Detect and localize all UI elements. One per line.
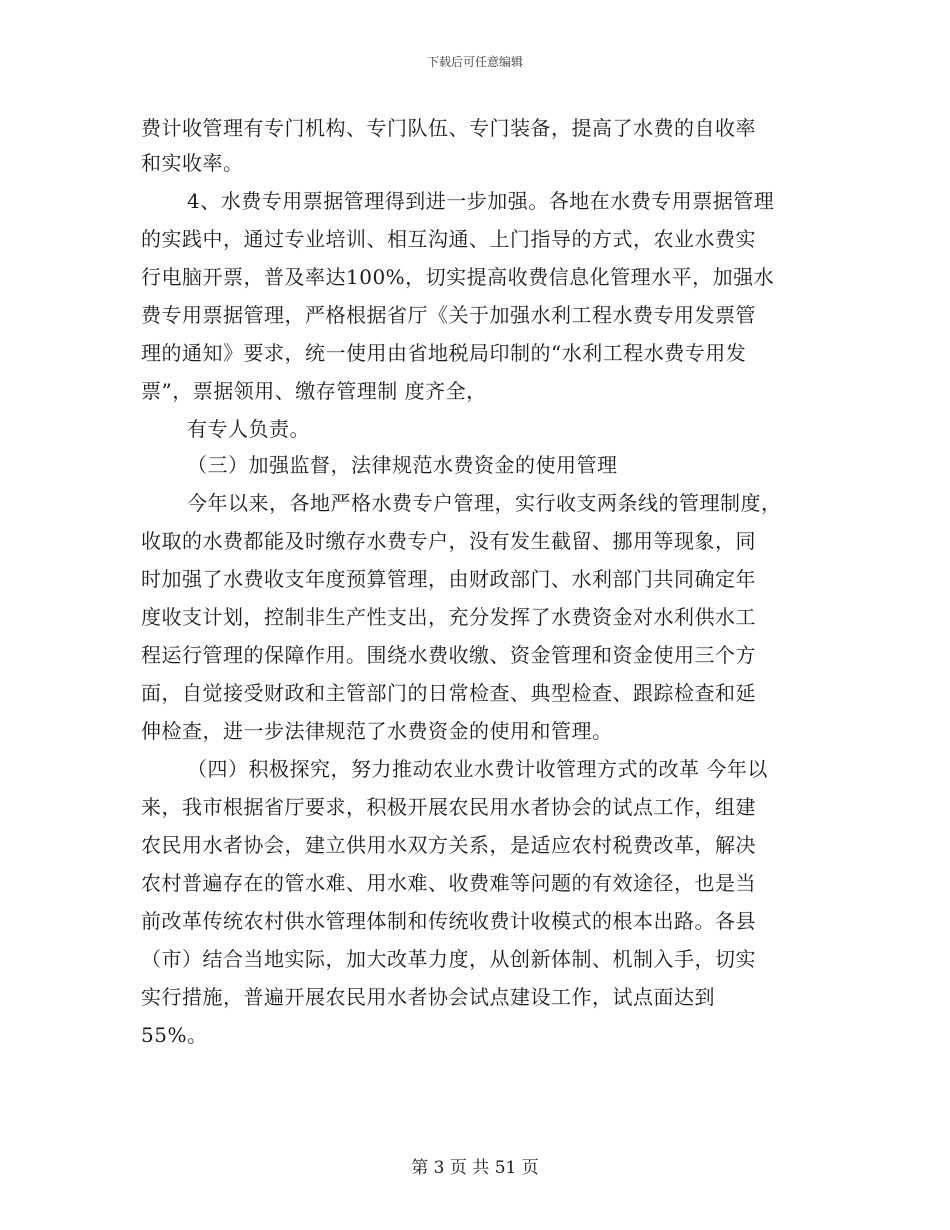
text-line: 面，自觉接受财政和主管部门的日常检查、典型检查、跟踪检查和延 (141, 681, 756, 705)
text-line: 前改革传统农村供水管理体制和传统收费计收模式的根本出路。各县 (141, 909, 756, 933)
page-number-footer: 第 3 页 共 51 页 (411, 1158, 539, 1178)
text-line: 实行措施，普遍开展农民用水者协会试点建设工作，试点面达到 (141, 985, 715, 1009)
text-line: 农村普遍存在的管水难、用水难、收费难等问题的有效途径，也是当 (141, 871, 756, 895)
text-line: 55%。 (141, 1023, 208, 1047)
text-line: 今年以来，各地严格水费专户管理，实行收支两条线的管理制度， (187, 491, 782, 515)
section-heading: （四）积极探究，努力推动农业水费计收管理方式的改革 今年以 (187, 757, 768, 781)
text-line: 和实收率。 (141, 151, 244, 175)
text-line: 理的通知》要求，统一使用由省地税局印制的“水利工程水费专用发 (141, 341, 747, 365)
text-line: 来，我市根据省厅要求，积极开展农民用水者协会的试点工作，组建 (141, 795, 756, 819)
text-line: 费专用票据管理，严格根据省厅《关于加强水利工程水费专用发票管 (141, 303, 756, 327)
text-line: 度收支计划，控制非生产性支出，充分发挥了水费资金对水利供水工 (141, 605, 756, 629)
text-line: 收取的水费都能及时缴存水费专户，没有发生截留、挪用等现象，同 (141, 529, 756, 553)
text-line: 时加强了水费收支年度预算管理，由财政部门、水利部门共同确定年 (141, 567, 756, 591)
text-line: （市）结合当地实际，加大改革力度，从创新体制、机制入手，切实 (141, 947, 756, 971)
text-line: 费计收管理有专门机构、专门队伍、专门装备，提高了水费的自收率 (141, 116, 756, 140)
section-heading: （三）加强监督，法律规范水费资金的使用管理 (187, 453, 618, 477)
text-line: 的实践中，通过专业培训、相互沟通、上门指导的方式，农业水费实 (141, 227, 756, 251)
text-line: 票”，票据领用、缴存管理制 度齐全， (141, 379, 487, 403)
text-line: 4、水费专用票据管理得到进一步加强。各地在水费专用票据管理 (187, 189, 775, 213)
text-line: 农民用水者协会，建立供用水双方关系，是适应农村税费改革，解决 (141, 833, 756, 857)
text-line: 程运行管理的保障作用。围绕水费收缴、资金管理和资金使用三个方 (141, 643, 756, 667)
text-line: 有专人负责。 (187, 417, 310, 441)
text-line: 伸检查，进一步法律规范了水费资金的使用和管理。 (141, 719, 613, 743)
page-header: 下载后可任意编辑 (426, 55, 523, 69)
text-line: 行电脑开票，普及率达100%，切实提高收费信息化管理水平，加强水 (141, 265, 775, 289)
